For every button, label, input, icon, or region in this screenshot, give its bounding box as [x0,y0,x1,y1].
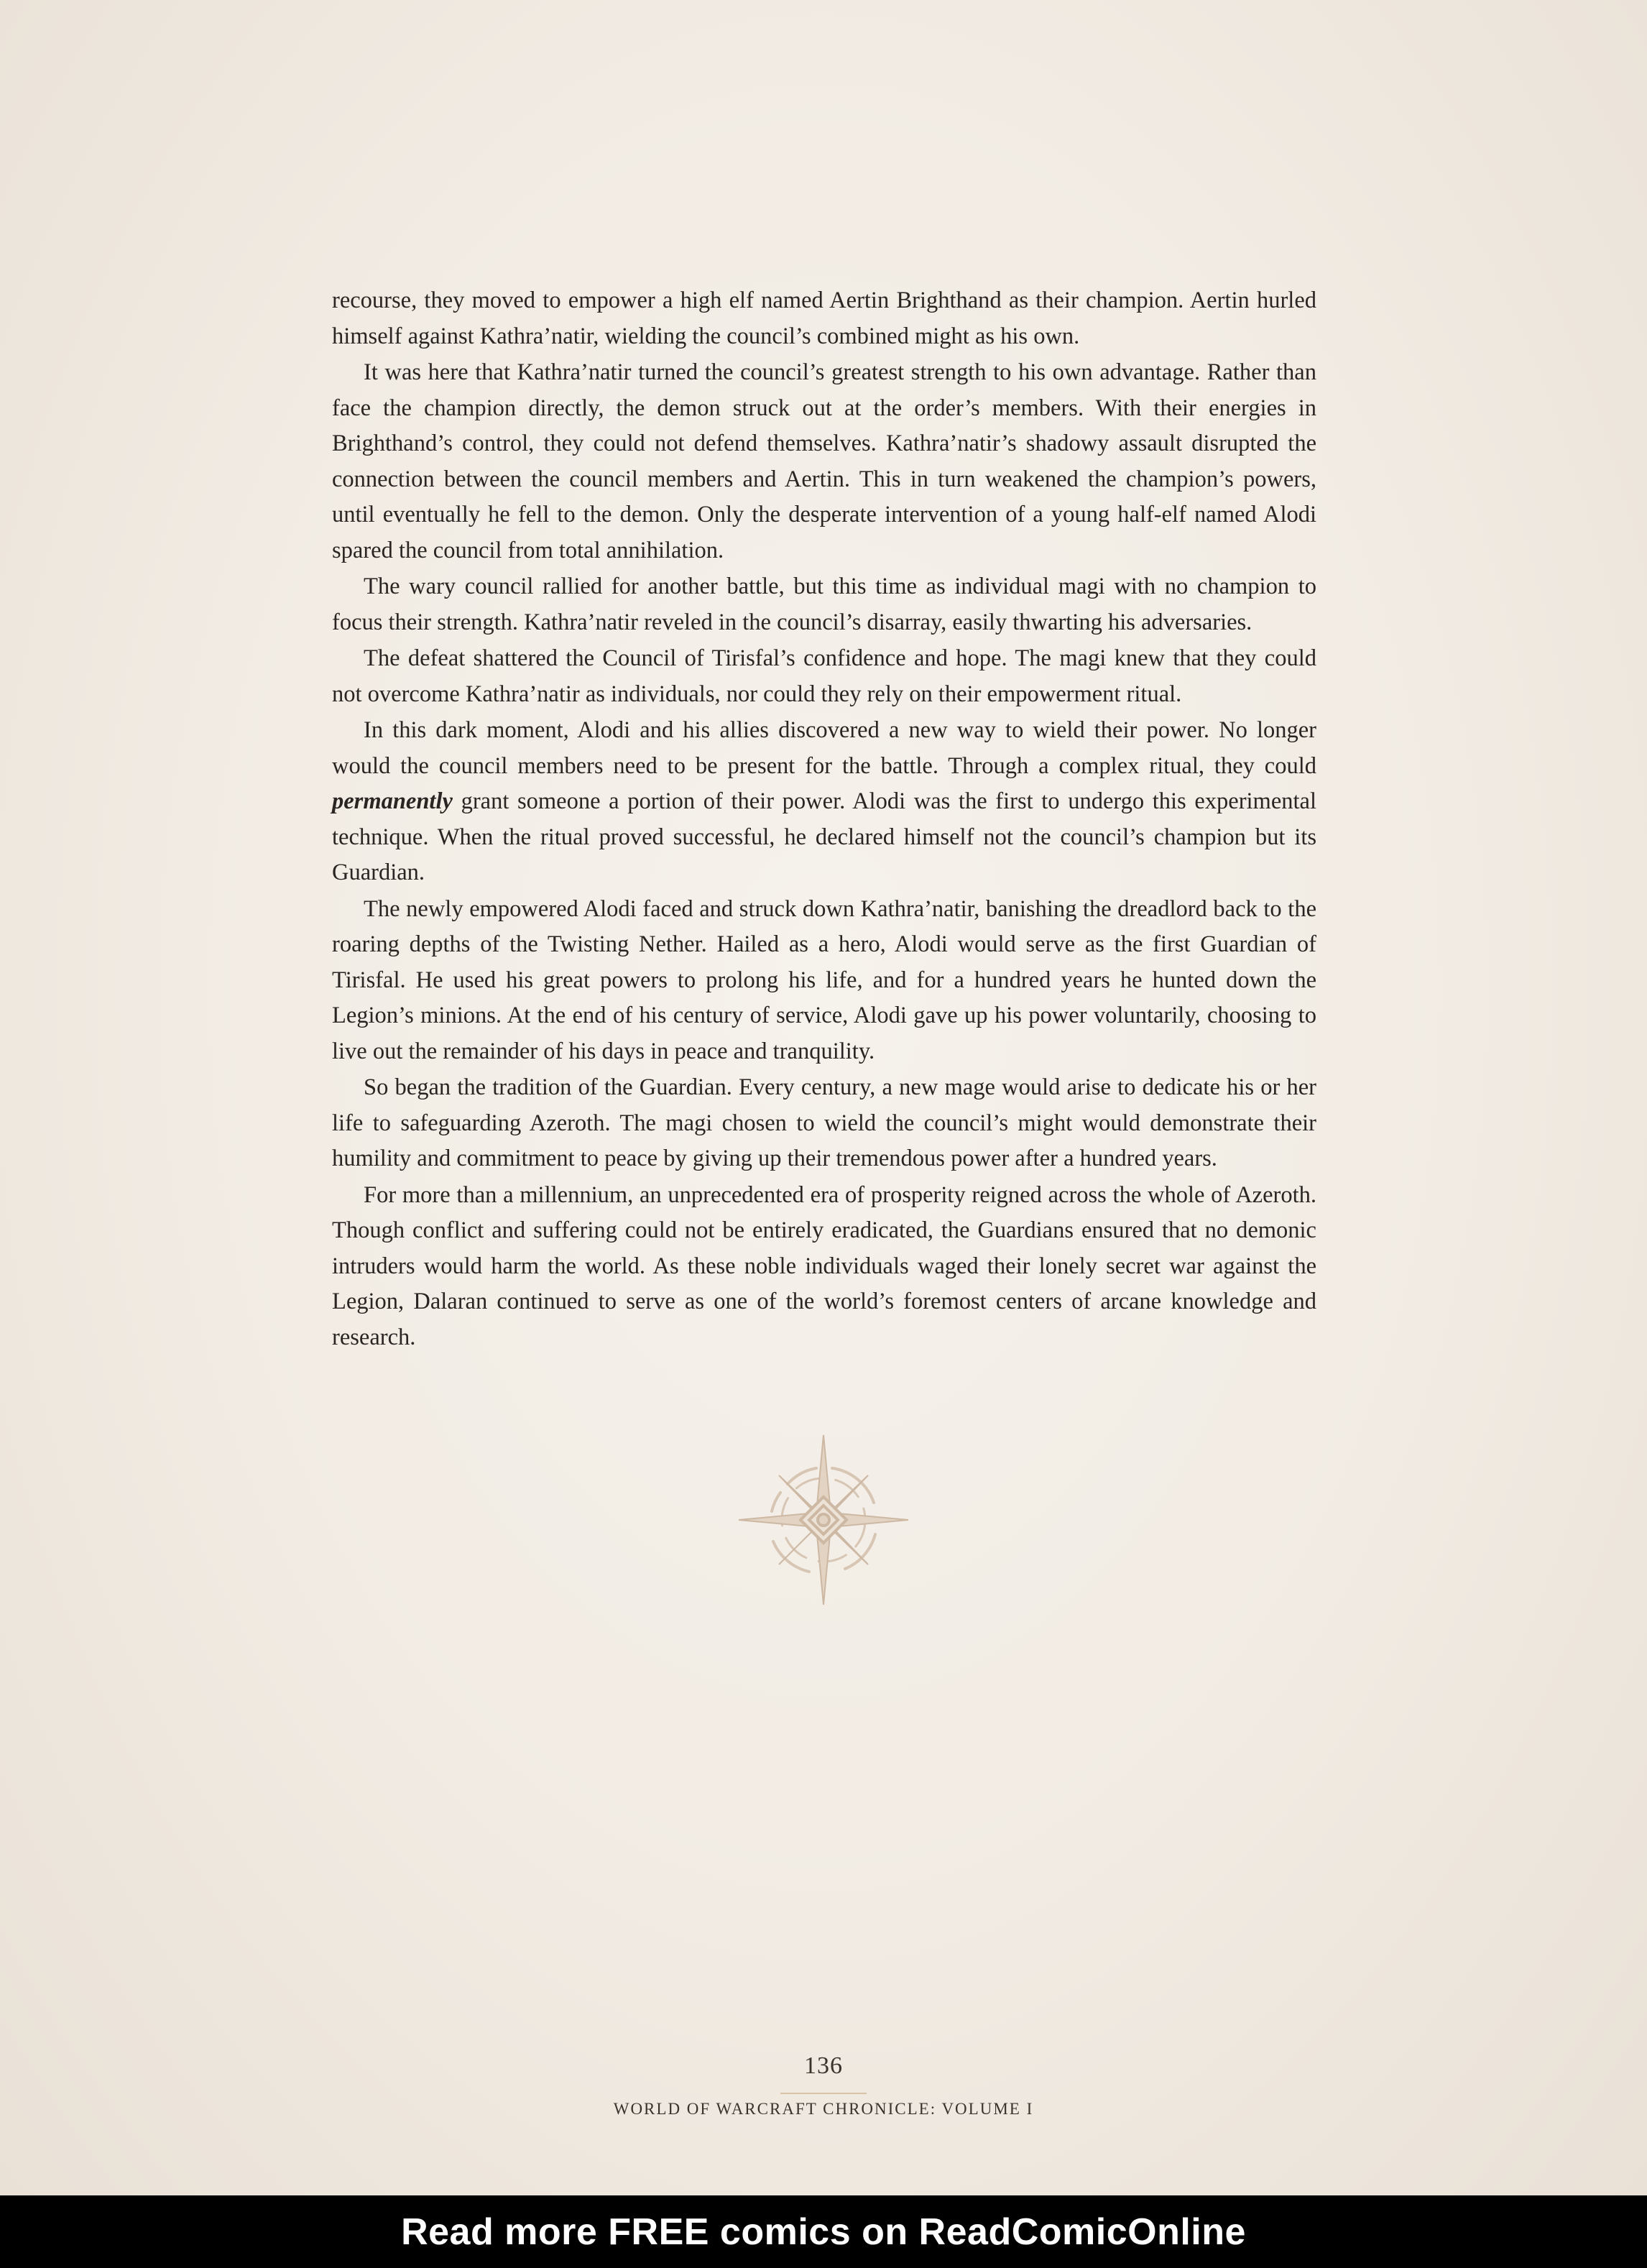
promo-banner-text[interactable]: Read more FREE comics on ReadComicOnline [401,2211,1246,2253]
ritual-text-after: grant someone a portion of their power. Alodi was the first to undergo this experimental technique. When the ritual proved successful, he declared himself not the council’s champion but its Guardian. [332,788,1316,885]
paragraph-alodi-guardian: The newly empowered Alodi faced and struck down Kathra’natir, banishing the dreadlord back to the roaring depths of the Twisting Nether. Hailed as a hero, Alodi would serve as the first Guardian of Tirisfal. He used his great powers to prolong his life, and for a hundred years he hunted down the Legion’s minions. At the end of his century of service, Alodi gave up his power voluntarily, choosing to live out the remainder of his days in peace and tranquility. [332,895,1316,1064]
paragraph-millennium: For more than a millennium, an unprecedented era of prosperity reigned across the whole of Azeroth. Though conflict and suffering could not be entirely eradicated, the Guardians ensured that no demonic intruders would harm the world. As these noble individuals waged their lonely secret war against the Legion, Dalaran continued to serve as one of the world’s foremost centers of arcane knowledge and research. [332,1181,1316,1350]
promo-banner[interactable] [0,2195,1647,2268]
paragraph-kathranatir-strategy: It was here that Kathra’natir turned the council’s greatest strength to his own advantage. Rather than face the champion directly, the demon struck out at the order’s members. With their energies in Brighthand’s control, they could not defend themselves. Kathra’natir’s shadowy assault disrupted the connection between the council members and Aertin. This in turn weakened the champion’s powers, until eventually he fell to the demon. Only the desperate intervention of a young half-elf named Alodi spared the council from total annihilation. [332,359,1316,563]
paragraph-continued: recourse, they moved to empower a high elf named Aertin Brighthand as their champion. Aertin hurled himself against Kathra’natir, wielding the council’s combined might as his own. [332,287,1316,349]
ritual-emphasis: permanently [332,788,453,814]
running-footer-title: WORLD OF WARCRAFT CHRONICLE: VOLUME I [613,2100,1034,2118]
paragraph-tradition: So began the tradition of the Guardian. Every century, a new mage would arise to dedicate his or her life to safeguarding Azeroth. The magi chosen to wield the council’s might would demonstrate their humility and commitment to peace by giving up their tremendous power after a hundred years. [332,1074,1316,1171]
ritual-text-before: In this dark moment, Alodi and his allies discovered a new way to wield their power. No longer would the council members need to be present for the battle. Through a complex ritual, they could [332,717,1316,779]
compass-rose-icon [737,1434,910,1606]
paragraph-ritual [332,713,1316,891]
body-text [332,283,1316,1355]
paragraph-council-rallied: The wary council rallied for another battle, but this time as individual magi with no champion to focus their strength. Kathra’natir reveled in the council’s disarray, easily thwarting his adversaries. [332,573,1316,635]
page-number: 136 [804,2052,843,2079]
paragraph-defeat: The defeat shattered the Council of Tirisfal’s confidence and hope. The magi knew that they could not overcome Kathra’natir as individuals, nor could they rely on their empowerment ritual. [332,645,1316,707]
